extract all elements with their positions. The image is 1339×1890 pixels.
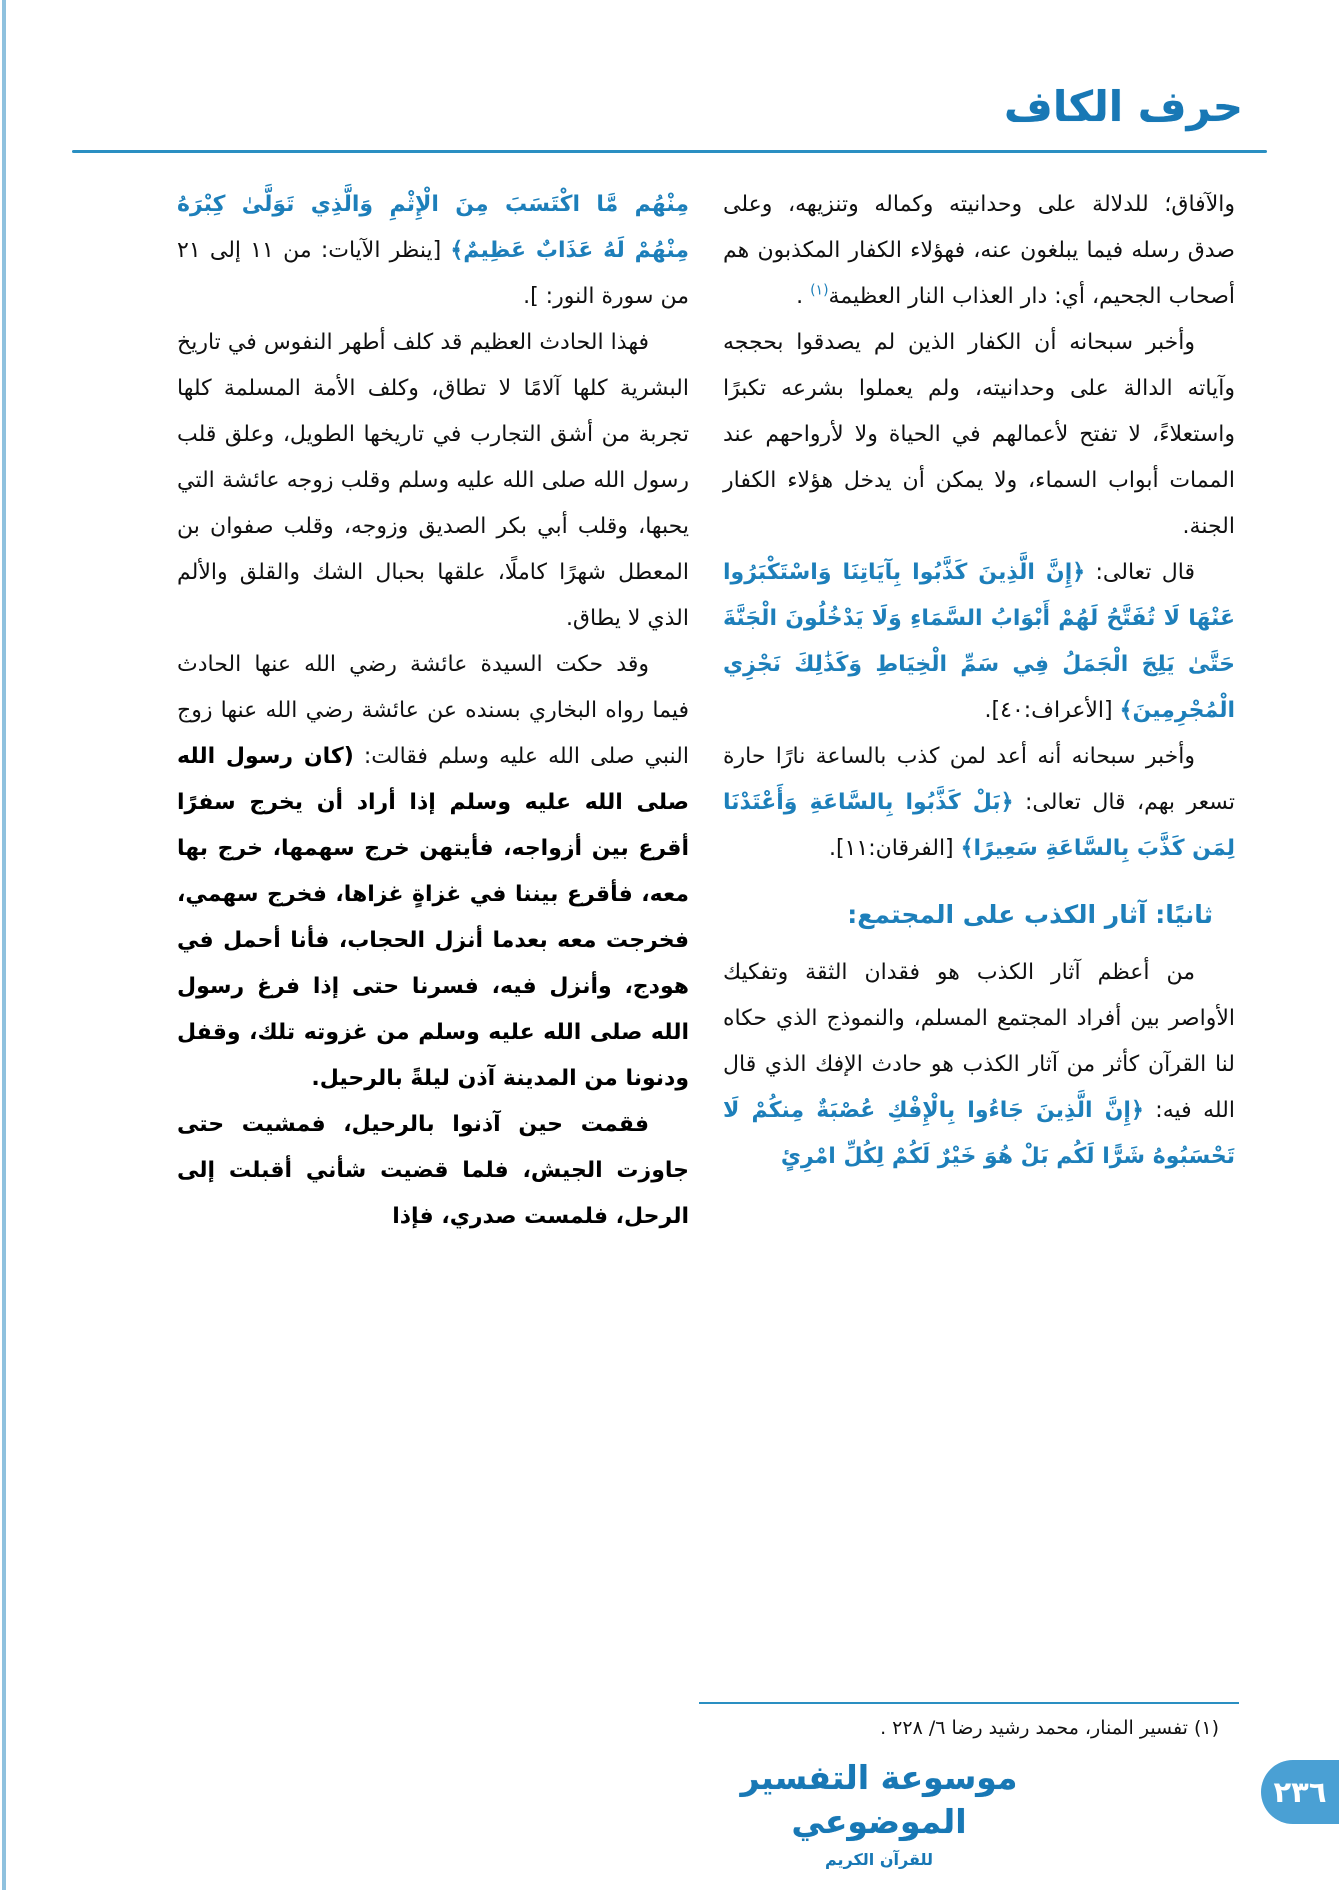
- page-number-badge: ٢٣٦: [1261, 1760, 1339, 1824]
- body-text: قال تعالى:: [1085, 560, 1195, 585]
- chapter-title: حرف الكاف: [1004, 82, 1243, 131]
- footnote: (١) تفسير المنار، محمد رشيد رضا ٦/ ٢٢٨ .: [880, 1717, 1219, 1739]
- body-text: .: [796, 284, 811, 309]
- left-column-paragraph-1: [177, 182, 689, 320]
- quran-verse-text: ﴿إِنَّ الَّذِينَ كَذَّبُوا بِآيَاتِنَا وَاسْتَكْبَرُوا عَنْهَا لَا تُفَتَّحُ لَهُمْ أَبْوَابُ السَّمَاءِ وَلَا يَدْخُلُونَ الْجَنَّةَ حَتَّىٰ يَلِجَ الْجَمَلُ فِي سَمِّ الْخِيَاطِ وَكَذَٰلِكَ نَجْزِي الْمُجْرِمِينَ﴾: [723, 560, 1235, 723]
- text-column-left: [177, 182, 689, 1240]
- body-text: [الأعراف:٤٠].: [984, 698, 1120, 723]
- text-column-right: [723, 182, 1235, 1180]
- body-text: من أعظم آثار الكذب هو فقدان الثقة وتفكيك الأواصر بين أفراد المجتمع المسلم، والنموذج الذي حكاه لنا القرآن كأثر من آثار الكذب هو حادث الإفك الذي قال الله فيه:: [723, 960, 1235, 1123]
- body-text: والآفاق؛ للدلالة على وحدانيته وكماله وتنزيهه، وعلى صدق رسله فيما يبلغون عنه، فهؤلاء الكفار المكذبون هم أصحاب الجحيم، أي: دار العذاب النار العظيمة: [723, 192, 1235, 309]
- page-edge-line: [2, 0, 6, 1890]
- body-text: [الفرقان:١١].: [828, 836, 961, 861]
- footnote-divider: [699, 1702, 1239, 1704]
- left-column-paragraph-2: [177, 320, 689, 642]
- body-text: وأخبر سبحانه أن الكفار الذين لم يصدقوا بحججه وآياته الدالة على وحدانيته، ولم يعملوا بشرعه تكبرًا واستعلاءً، لا تفتح لأعمالهم في الحياة ولا لأرواحهم عند الممات أبواب السماء، ولا يمكن أن يدخل هؤلاء الكفار الجنة.: [723, 330, 1235, 539]
- header-divider: [72, 150, 1267, 153]
- body-text: فهذا الحادث العظيم قد كلف أطهر النفوس في تاريخ البشرية كلها آلامًا لا تطاق، وكلف الأمة المسلمة كلها تجربة من أشق التجارب في تاريخها الطويل، وعلق قلب رسول الله صلى الله عليه وسلم وقلب زوجه عائشة التي يحبها، وقلب أبي بكر الصديق وزوجه، وقلب صفوان بن المعطل شهرًا كاملًا، علقها بحبال الشك والقلق والألم الذي لا يطاق.: [177, 330, 689, 631]
- publisher-logo-subtitle: للقرآن الكريم: [824, 1850, 934, 1869]
- right-column-paragraph-5: [723, 892, 1235, 938]
- right-column-paragraph-6: [723, 950, 1235, 1180]
- publisher-logo-title: موسوعة التفسير الموضوعي: [740, 1758, 1018, 1841]
- quran-verse-text: ﴿بَلْ كَذَّبُوا بِالسَّاعَةِ وَأَعْتَدْنَا لِمَن كَذَّبَ بِالسَّاعَةِ سَعِيرًا﴾: [723, 790, 1235, 861]
- hadith-text: فقمت حين آذنوا بالرحيل، فمشيت حتى جاوزت الجيش، فلما قضيت شأني أقبلت إلى الرحل، فلمست صدري، فإذا: [177, 1112, 689, 1229]
- footnote-marker: (١): [810, 282, 829, 299]
- right-column-paragraph-4: [723, 734, 1235, 872]
- left-column-paragraph-3: [177, 642, 689, 1102]
- quran-verse-text: مِنْهُم مَّا اكْتَسَبَ مِنَ الْإِثْمِ وَالَّذِي تَوَلَّىٰ كِبْرَهُ مِنْهُمْ لَهُ عَذَابٌ عَظِيمٌ﴾: [177, 192, 689, 263]
- left-column-paragraph-4: [177, 1102, 689, 1240]
- body-text: وقد حكت السيدة عائشة رضي الله عنها الحادث فيما رواه البخاري بسنده عن عائشة رضي الله عنها زوج النبي صلى الله عليه وسلم فقالت:: [177, 652, 689, 769]
- body-text: [ينظر الآيات: من ١١ إلى ٢١ من سورة النور: ].: [177, 238, 689, 309]
- publisher-logo: [709, 1756, 1049, 1872]
- section-heading-text: ثانيًا: آثار الكذب على المجتمع:: [847, 900, 1213, 929]
- right-column-paragraph-2: [723, 320, 1235, 550]
- body-text: وأخبر سبحانه أنه أعد لمن كذب بالساعة نارًا حارة تسعر بهم، قال تعالى:: [723, 744, 1235, 815]
- right-column-paragraph-3: [723, 550, 1235, 734]
- quran-verse-text: ﴿إِنَّ الَّذِينَ جَاءُوا بِالْإِفْكِ عُصْبَةٌ مِنكُمْ لَا تَحْسَبُوهُ شَرًّا لَكُم بَلْ هُوَ خَيْرٌ لَكُمْ لِكُلِّ امْرِئٍ: [723, 1098, 1235, 1169]
- right-column-paragraph-1: [723, 182, 1235, 320]
- hadith-text: (كان رسول الله صلى الله عليه وسلم إذا أراد أن يخرج سفرًا أقرع بين أزواجه، فأيتهن خرج سهمها، خرج بها معه، فأقرع بيننا في غزاةٍ غزاها، فخرج سهمي، فخرجت معه بعدما أنزل الحجاب، فأنا أحمل في هودج، وأنزل فيه، فسرنا حتى إذا فرغ رسول الله صلى الله عليه وسلم من غزوته تلك، وقفل ودنونا من المدينة آذن ليلةً بالرحيل.: [177, 744, 689, 1091]
